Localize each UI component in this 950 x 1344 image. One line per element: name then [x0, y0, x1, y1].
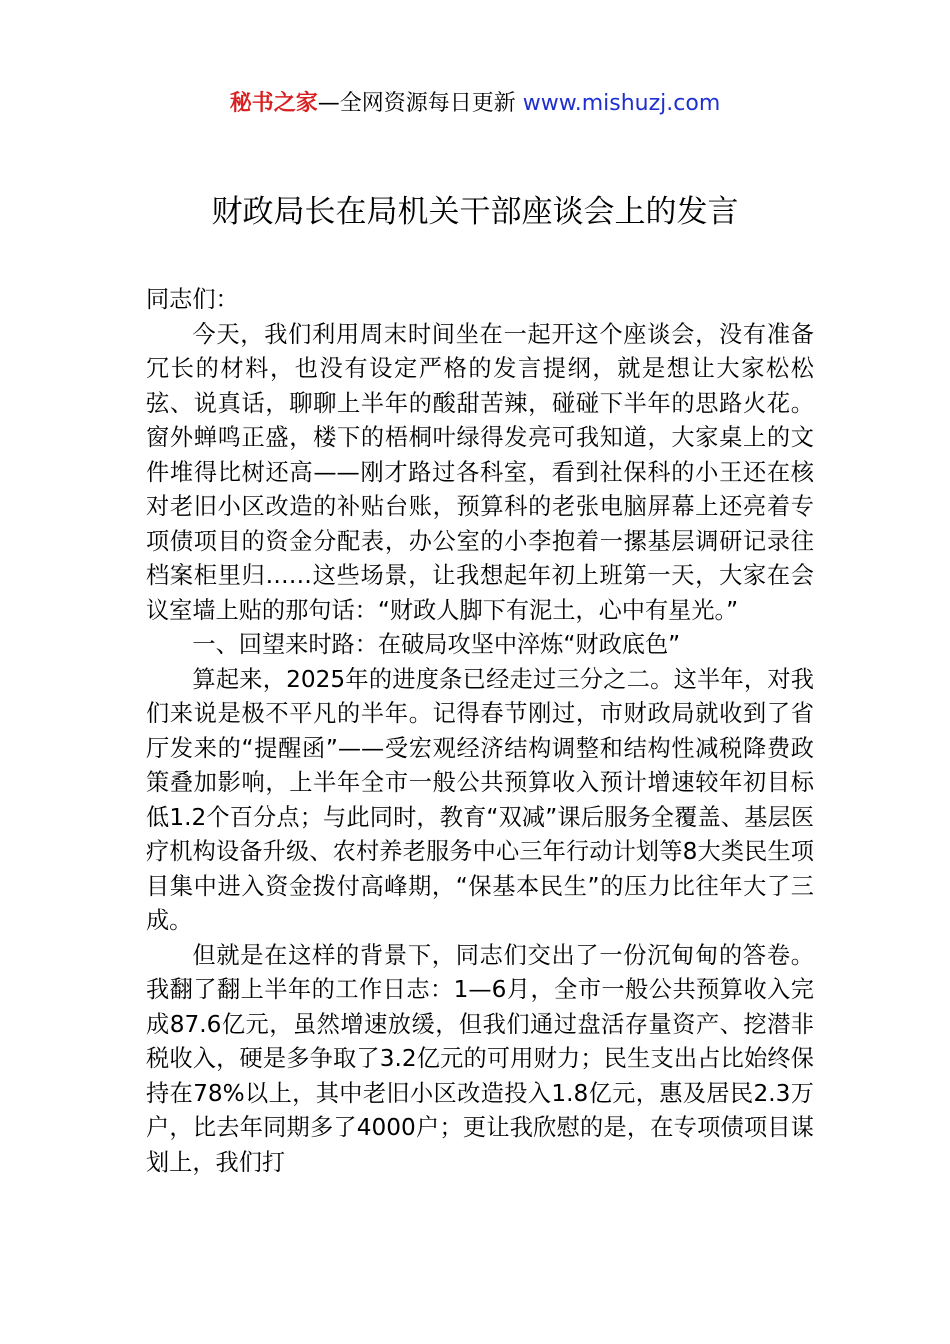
site-link[interactable]: www.mishuzj.com	[515, 91, 721, 116]
header-tagline: —全网资源每日更新	[317, 91, 516, 116]
section-heading: 一、回望来时路：在破局攻坚中淬炼“财政底色”	[192, 631, 681, 658]
paragraph: 今天，我们利用周末时间坐在一起开这个座谈会，没有准备冗长的材料，也没有设定严格的发言提纲，就是想让大家松松弦、说真话，聊聊上半年的酸甜苦辣，碰碰下半年的思路火花。窗外蝉鸣正盛，楼下的梧桐叶绿得发亮可我知道，大家桌上的文件堆得比树还高——刚才路过各科室，看到社保科的小王还在核对老旧小区改造的补贴台账，预算科的老张电脑屏幕上还亮着专项债项目的资金分配表，办公室的小李抱着一摞基层调研记录往档案柜里归……这些场景，让我想起年初上班第一天，大家在会议室墙上贴的那句话：“财政人脚下有泥土，心中有星光。”	[146, 320, 814, 624]
document-title: 财政局长在局机关干部座谈会上的发言	[211, 194, 739, 230]
paragraph: 但就是在这样的背景下，同志们交出了一份沉甸甸的答卷。我翻了翻上半年的工作日志：1—6月，全市一般公共预算收入完成87.6亿元，虽然增速放缓，但我们通过盘活存量资产、挖潜非税收入，硬是多争取了3.2亿元的可用财力；民生支出占比始终保持在78%以上，其中老旧小区改造投入1.8亿元，惠及居民2.3万户，比去年同期多了4000户；更让我欣慰的是，在专项债项目谋划上，我们打	[146, 941, 814, 1176]
site-header	[0, 88, 950, 120]
brand-name: 秘书之家	[229, 91, 318, 116]
document-body	[146, 283, 814, 1180]
paragraph: 算起来，2025年的进度条已经走过三分之二。这半年，对我们来说是极不平凡的半年。记得春节刚过，市财政局就收到了省厅发来的“提醒函”——受宏观经济结构调整和结构性减税降费政策叠加影响，上半年全市一般公共预算收入预计增速较年初目标低1.2个百分点；与此同时，教育“双减”课后服务全覆盖、基层医疗机构设备升级、农村养老服务中心三年行动计划等8大类民生项目集中进入资金拨付高峰期，“保基本民生”的压力比往年大了三成。	[146, 665, 814, 934]
salutation: 同志们：	[146, 286, 239, 313]
